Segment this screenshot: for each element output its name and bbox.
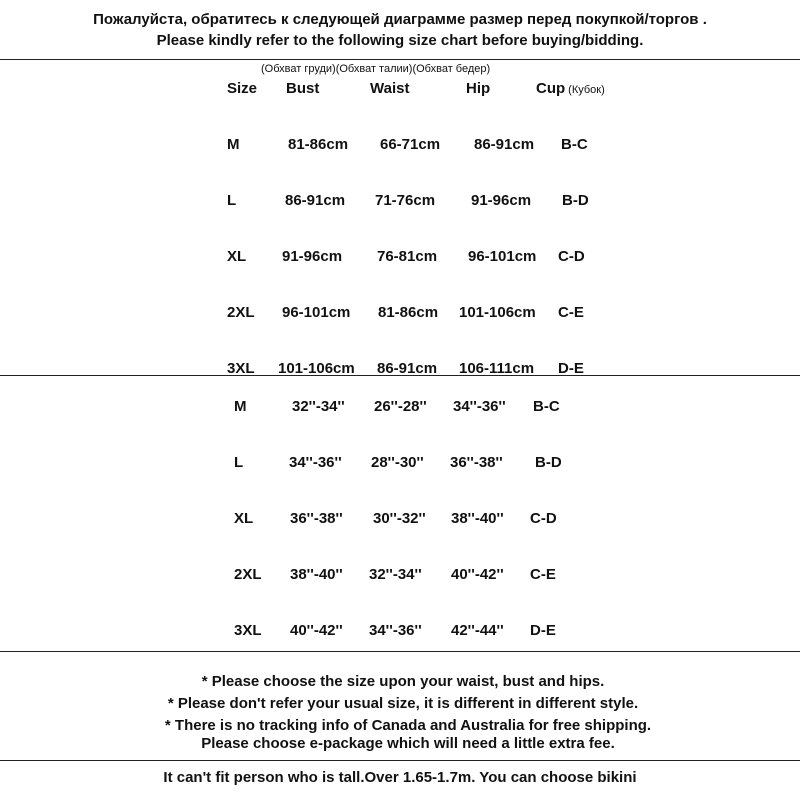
inch-row-1-hip: 34''-36''	[453, 398, 506, 415]
cm-row-1-hip: 86-91cm	[474, 136, 535, 153]
cm-row-4-size: 2XL	[227, 304, 255, 321]
note-tracking-info: * There is no tracking info of Canada and Australia for free shipping.	[164, 717, 652, 734]
cm-row-2-hip: 91-96cm	[471, 192, 532, 209]
cm-row-3-bust: 91-96cm	[282, 248, 343, 265]
cm-row-3-waist: 76-81cm	[377, 248, 438, 265]
inch-row-4-size: 2XL	[234, 566, 262, 583]
inch-row-5-cup: D-E	[530, 622, 556, 639]
inch-row-4-hip: 40''-42''	[451, 566, 504, 583]
cm-row-5-size: 3XL	[227, 360, 255, 377]
inch-row-5-waist: 34''-36''	[369, 622, 422, 639]
inch-row-3-hip: 38''-40''	[451, 510, 504, 527]
inch-row-2-hip: 36''-38''	[450, 454, 503, 471]
divider-middle	[0, 375, 800, 376]
cm-row-2-waist: 71-76cm	[375, 192, 436, 209]
cm-row-2-bust: 86-91cm	[285, 192, 346, 209]
cm-row-4-hip: 101-106cm	[459, 304, 536, 321]
cm-row-5-bust: 101-106cm	[278, 360, 355, 377]
column-header-waist: Waist	[370, 80, 410, 97]
footer-height-note: It can't fit person who is tall.Over 1.65-1.7m. You can choose bikini	[163, 769, 637, 786]
column-header-cup	[536, 81, 605, 96]
cm-row-3-hip: 96-101cm	[468, 248, 537, 265]
cm-row-1-waist: 66-71cm	[380, 136, 441, 153]
cup-label-russian: (Кубок)	[568, 84, 605, 96]
inch-row-1-size: M	[234, 398, 247, 415]
inch-row-1-waist: 26''-28''	[374, 398, 427, 415]
inch-row-2-size: L	[234, 454, 244, 471]
cm-row-1-size: M	[227, 136, 240, 153]
cm-row-5-waist: 86-91cm	[377, 360, 438, 377]
cm-row-5-hip: 106-111cm	[459, 360, 535, 377]
cm-row-2-size: L	[227, 192, 237, 209]
inch-row-5-size: 3XL	[234, 622, 262, 639]
divider-notes	[0, 651, 800, 652]
note-choose-size: * Please choose the size upon your waist, bust and hips.	[201, 673, 605, 690]
note-usual-size: * Please don't refer your usual size, it is different in different style.	[167, 695, 639, 712]
cm-row-2-cup: B-D	[562, 192, 589, 209]
column-header-hip: Hip	[466, 80, 491, 97]
cm-row-4-waist: 81-86cm	[378, 304, 439, 321]
cup-label: Cup	[536, 80, 566, 97]
cm-row-1-cup: B-C	[561, 136, 588, 153]
inch-row-1-bust: 32''-34''	[292, 398, 345, 415]
header-russian: Пожалуйста, обратитесь к следующей диаграмме размер перед покупкой/торгов .	[93, 11, 707, 28]
cm-row-3-cup: C-D	[558, 248, 585, 265]
cm-row-4-cup: C-E	[558, 304, 584, 321]
cm-row-4-bust: 96-101cm	[282, 304, 351, 321]
note-e-package: Please choose e-package which will need a little extra fee.	[201, 735, 615, 752]
inch-row-2-bust: 34''-36''	[289, 454, 342, 471]
inch-row-3-waist: 30''-32''	[373, 510, 426, 527]
inch-row-3-size: XL	[234, 510, 254, 527]
divider-top	[0, 59, 800, 60]
cm-row-1-bust: 81-86cm	[288, 136, 349, 153]
inch-row-2-waist: 28''-30''	[371, 454, 424, 471]
inch-row-4-bust: 38''-40''	[290, 566, 343, 583]
inch-row-4-waist: 32''-34''	[369, 566, 422, 583]
divider-footer	[0, 760, 800, 761]
inch-row-5-hip: 42''-44''	[451, 622, 504, 639]
column-header-size: Size	[227, 80, 258, 97]
inch-row-2-cup: B-D	[535, 454, 562, 471]
inch-row-3-cup: C-D	[530, 510, 557, 527]
inch-row-3-bust: 36''-38''	[290, 510, 343, 527]
cm-row-3-size: XL	[227, 248, 247, 265]
column-subtitle-russian: (Обхват груди)(Обхват талии)(Обхват бедер)	[261, 63, 491, 75]
inch-row-1-cup: B-C	[533, 398, 560, 415]
header-english: Please kindly refer to the following size chart before buying/bidding.	[156, 32, 644, 49]
inch-row-5-bust: 40''-42''	[290, 622, 343, 639]
cm-row-5-cup: D-E	[558, 360, 584, 377]
column-header-bust: Bust	[286, 80, 320, 97]
inch-row-4-cup: C-E	[530, 566, 556, 583]
